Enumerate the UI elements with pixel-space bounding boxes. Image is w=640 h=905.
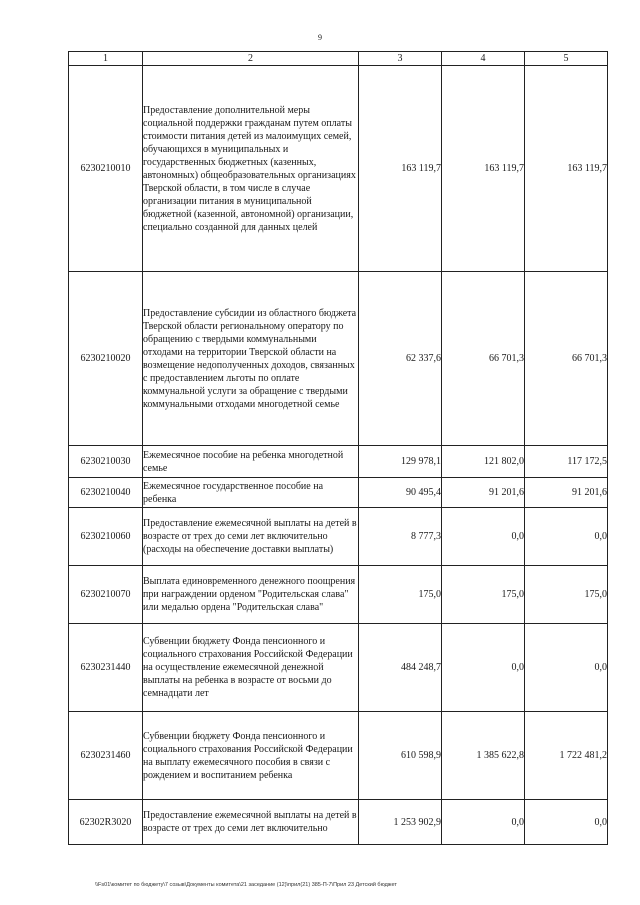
amount-col3: 175,0 bbox=[359, 566, 442, 624]
amount-col5: 66 701,3 bbox=[525, 272, 608, 446]
budget-code: 6230210060 bbox=[69, 508, 143, 566]
budget-code: 62302R3020 bbox=[69, 800, 143, 845]
expense-description: Субвенции бюджету Фонда пенсионного и социального страхования Российской Федерации на выплату ежемесячного пособия в связи с рождением и воспитанием ребенка bbox=[143, 712, 359, 800]
budget-code: 6230210030 bbox=[69, 446, 143, 478]
amount-col3: 129 978,1 bbox=[359, 446, 442, 478]
amount-col4: 0,0 bbox=[442, 624, 525, 712]
table-row bbox=[69, 566, 608, 624]
file-path-footer: \\Fs01\комитет по бюджету\7 созыв\Документы комитета\21 заседание (12)\прил(21) 385-П-7\Прил 23 Детский бюджет bbox=[95, 882, 397, 888]
table-row bbox=[69, 624, 608, 712]
expense-description: Субвенции бюджету Фонда пенсионного и социального страхования Российской Федерации на осуществление ежемесячной денежной выплаты на ребенка в возрасте от восьми до семнадцати лет bbox=[143, 624, 359, 712]
amount-col5: 91 201,6 bbox=[525, 478, 608, 508]
expense-description: Предоставление дополнительной меры социальной поддержки гражданам путем оплаты стоимости питания детей из малоимущих семей, обучающихся в муниципальных и государственных бюджетных (казенных, автономных) общеобразовательных организациях Тверской области, в том числе в случае организации питания в муниципальной бюджетной (казенной, автономной) организации, специально созданной для данных целей bbox=[143, 66, 359, 272]
expense-description: Выплата единовременного денежного поощрения при награждении орденом "Родительская слава" или медалью ордена "Родительская слава" bbox=[143, 566, 359, 624]
amount-col4: 91 201,6 bbox=[442, 478, 525, 508]
column-number: 4 bbox=[442, 52, 525, 66]
amount-col3: 62 337,6 bbox=[359, 272, 442, 446]
table-row bbox=[69, 272, 608, 446]
amount-col5: 163 119,7 bbox=[525, 66, 608, 272]
budget-code: 6230231440 bbox=[69, 624, 143, 712]
amount-col5: 0,0 bbox=[525, 508, 608, 566]
expense-description: Предоставление субсидии из областного бюджета Тверской области региональному оператору по обращению с твердыми коммунальными отходами на территории Тверской области на возмещение недополученных доходов, связанных с предоставлением льготы по оплате коммунальной услуги за обращение с твердыми коммунальными отходами многодетной семье bbox=[143, 272, 359, 446]
budget-table bbox=[68, 51, 608, 845]
amount-col5: 175,0 bbox=[525, 566, 608, 624]
column-number: 1 bbox=[69, 52, 143, 66]
column-number: 3 bbox=[359, 52, 442, 66]
amount-col5: 0,0 bbox=[525, 624, 608, 712]
amount-col4: 1 385 622,8 bbox=[442, 712, 525, 800]
page-number: 9 bbox=[318, 33, 322, 42]
amount-col3: 90 495,4 bbox=[359, 478, 442, 508]
budget-code: 6230210040 bbox=[69, 478, 143, 508]
amount-col5: 0,0 bbox=[525, 800, 608, 845]
amount-col4: 163 119,7 bbox=[442, 66, 525, 272]
budget-code: 6230210020 bbox=[69, 272, 143, 446]
table-row bbox=[69, 800, 608, 845]
table-row bbox=[69, 508, 608, 566]
amount-col3: 163 119,7 bbox=[359, 66, 442, 272]
amount-col5: 1 722 481,2 bbox=[525, 712, 608, 800]
table-row bbox=[69, 712, 608, 800]
amount-col4: 121 802,0 bbox=[442, 446, 525, 478]
column-number-row bbox=[69, 52, 608, 66]
expense-description: Предоставление ежемесячной выплаты на детей в возрасте от трех до семи лет включительно bbox=[143, 800, 359, 845]
table-row bbox=[69, 66, 608, 272]
table-row bbox=[69, 446, 608, 478]
budget-code: 6230231460 bbox=[69, 712, 143, 800]
table-row bbox=[69, 478, 608, 508]
amount-col3: 1 253 902,9 bbox=[359, 800, 442, 845]
amount-col4: 175,0 bbox=[442, 566, 525, 624]
expense-description: Ежемесячное пособие на ребенка многодетной семье bbox=[143, 446, 359, 478]
amount-col3: 8 777,3 bbox=[359, 508, 442, 566]
amount-col3: 484 248,7 bbox=[359, 624, 442, 712]
budget-code: 6230210070 bbox=[69, 566, 143, 624]
expense-description: Ежемесячное государственное пособие на ребенка bbox=[143, 478, 359, 508]
amount-col4: 66 701,3 bbox=[442, 272, 525, 446]
expense-description: Предоставление ежемесячной выплаты на детей в возрасте от трех до семи лет включительно (расходы на обеспечение доставки выплаты) bbox=[143, 508, 359, 566]
amount-col3: 610 598,9 bbox=[359, 712, 442, 800]
amount-col4: 0,0 bbox=[442, 508, 525, 566]
budget-code: 6230210010 bbox=[69, 66, 143, 272]
amount-col5: 117 172,5 bbox=[525, 446, 608, 478]
column-number: 5 bbox=[525, 52, 608, 66]
amount-col4: 0,0 bbox=[442, 800, 525, 845]
column-number: 2 bbox=[143, 52, 359, 66]
